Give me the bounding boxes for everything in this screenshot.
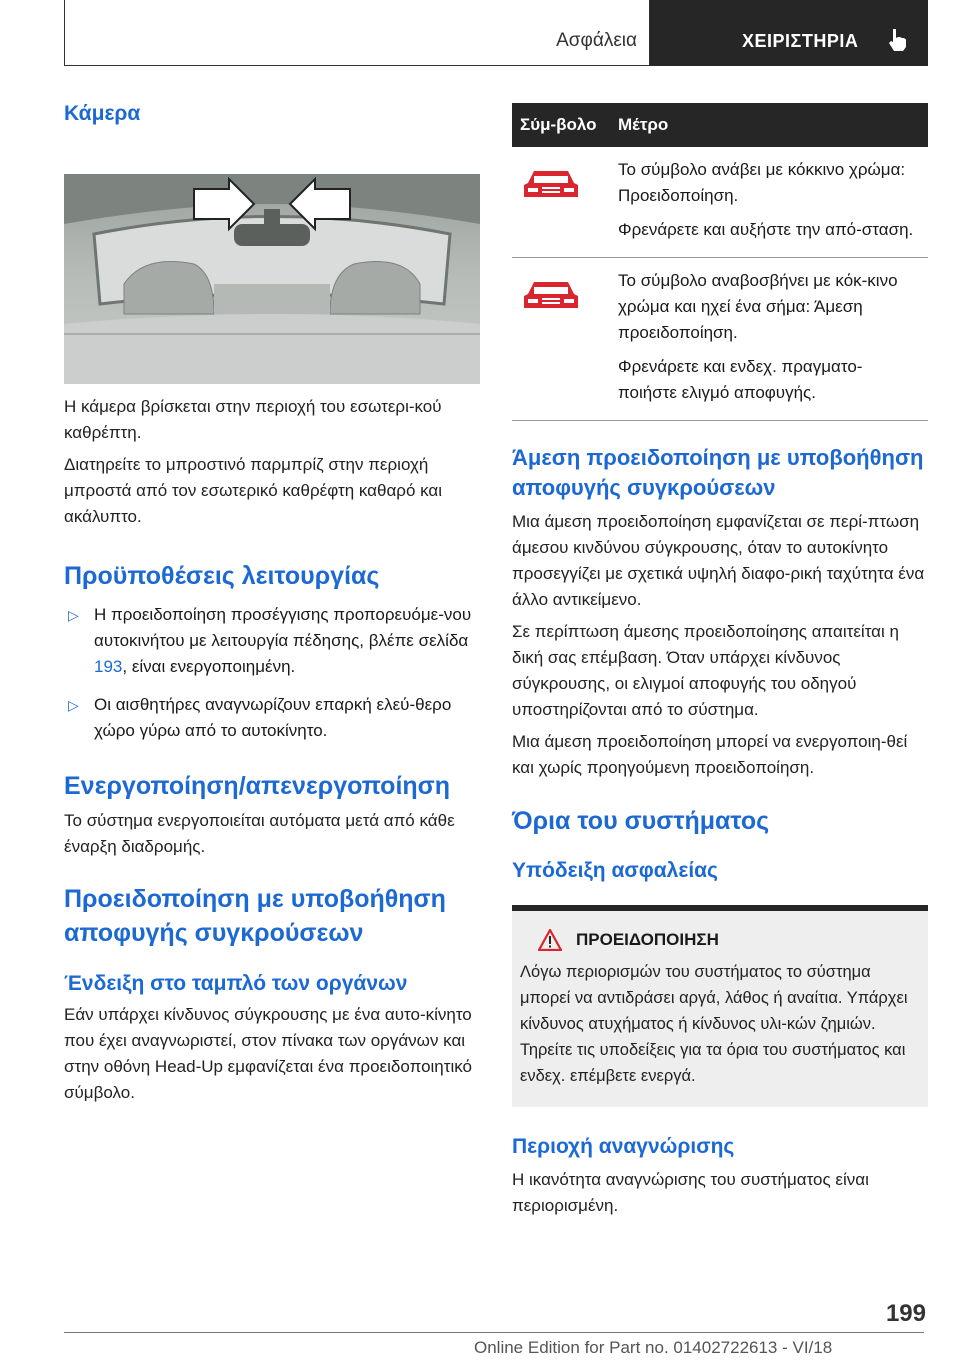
symbol-cell (512, 147, 610, 258)
detection-area-heading: Περιοχή αναγνώρισης (512, 1135, 735, 1158)
instrument-display-paragraph: Εάν υπάρχει κίνδυνος σύγκρουσης με ένα αυτο-κίνητο που έχει αναγνωριστεί, στον πίνακα των οργάνων και στην οθόνη Head-Up εμφανίζεται ένα προειδοποιητικό σύμβολο. (64, 1005, 472, 1102)
page-reference-link[interactable]: 193 (94, 657, 123, 676)
footer-divider (64, 1332, 924, 1333)
symbol-table (512, 103, 928, 421)
warning-box (512, 905, 928, 1107)
header-section-title: Ασφάλεια (556, 30, 637, 51)
safety-note-heading: Υπόδειξη ασφαλείας (512, 859, 718, 882)
left-column (64, 100, 482, 1106)
activation-paragraph: Το σύστημα ενεργοποιείται αυτόματα μετά από κάθε έναρξη διαδρομής. (64, 811, 455, 856)
car-warning-icon (520, 167, 582, 203)
warning-triangle-icon (538, 929, 562, 951)
measure-cell: Το σύμβολο αναβοσβήνει με κόκ-κινο χρώμα και ηχεί ένα σήμα: Άμεση προειδοποίηση. Φρενάρετε και ενδεχ. πραγματο-ποιήστε ελιγμό αποφυγής. (610, 258, 928, 421)
right-column (512, 103, 928, 1219)
header-chapter-title: ΧΕΙΡΙΣΤΗΡΙΑ (742, 31, 859, 51)
camera-paragraph-1: Η κάμερα βρίσκεται στην περιοχή του εσωτερι-κού καθρέπτη. (64, 397, 442, 442)
car-warning-blinking-icon (520, 278, 582, 314)
page-number: 199 (885, 1300, 926, 1327)
table-header-measure: Μέτρο (610, 103, 928, 147)
camera-heading: Κάμερα (64, 102, 141, 125)
triangle-bullet-icon: ▷ (68, 697, 79, 713)
camera-location-photo (64, 174, 480, 384)
prerequisites-list (64, 602, 482, 744)
immediate-warning-paragraph-3: Μια άμεση προειδοποίηση μπορεί να ενεργοποιη-θεί και χωρίς προηγούμενη προειδοποίηση. (512, 732, 908, 777)
warning-box-text: Λόγω περιορισμών του συστήματος το σύστημα μπορεί να αντιδράσει αργά, λάθος ή αναίτια. Υπάρχει κίνδυνος ατυχήματος ή κίνδυνος υλι-κών ζημιών. Τηρείτε τις υποδείξεις για τα όρια του συστήματος και ενδεχ. επέμβετε ενεργά. (520, 963, 908, 1085)
system-limits-heading: Όρια του συστήματος (512, 807, 770, 835)
table-row (512, 147, 928, 258)
table-header-symbol: Σύμ-βολο (512, 103, 610, 147)
camera-paragraph-2: Διατηρείτε το μπροστινό παρμπρίζ στην περιοχή μπροστά από τον εσωτερικό καθρέφτη καθαρό και ακάλυπτο. (64, 455, 443, 526)
table-row (512, 258, 928, 421)
footer-edition: Online Edition for Part no. 01402722613 - VI/18 (474, 1338, 833, 1357)
header-chapter-box (650, 0, 928, 66)
immediate-warning-paragraph-1: Μια άμεση προειδοποίηση εμφανίζεται σε περί-πτωση άμεσου κινδύνου σύγκρουσης, όταν το αυτοκίνητο προσεγγίζει με σχετικά υψηλή διαφο-ρική ταχύτητα ένα άλλο αντικείμενο. (512, 512, 925, 609)
prerequisites-heading: Προϋποθέσεις λειτουργίας (64, 562, 380, 590)
hand-pointer-icon (885, 27, 911, 53)
detection-area-paragraph: Η ικανότητα αναγνώρισης του συστήματος είναι περιορισμένη. (512, 1170, 869, 1215)
header-section-box (64, 0, 650, 66)
car-interior-illustration (64, 174, 480, 384)
immediate-warning-paragraph-2: Σε περίπτωση άμεσης προειδοποίησης απαιτείται η δική σας επέμβαση. Όταν υπάρχει κίνδυνος σύγκρουσης, οι ελιγμοί αποφυγής του οδηγού υποστηρίζονται από το σύστημα. (512, 622, 899, 719)
measure-cell: Το σύμβολο ανάβει με κόκκινο χρώμα: Προειδοποίηση. Φρενάρετε και αυξήστε την από-σταση. (610, 147, 928, 258)
page-header (64, 0, 928, 66)
activation-heading: Ενεργοποίηση/απενεργοποίηση (64, 772, 451, 800)
prerequisite-item: ▷ Οι αισθητήρες αναγνωρίζουν επαρκή ελεύ-θερο χώρο γύρω από το αυτοκίνητο. (64, 692, 482, 744)
warning-assist-heading: Προειδοποίηση με υποβοήθηση αποφυγής συγκρούσεων (64, 885, 446, 947)
prerequisite-item: ▷ Η προειδοποίηση προσέγγισης προπορευόμε-νου αυτοκινήτου με λειτουργία πέδησης, βλέπε σελίδα 193, είναι ενεργοποιημένη. (64, 602, 482, 680)
immediate-warning-heading: Άμεση προειδοποίηση με υποβοήθηση αποφυγής συγκρούσεων (512, 445, 924, 500)
warning-box-title: ΠΡΟΕΙΔΟΠΟΙΗΣΗ (538, 929, 920, 951)
triangle-bullet-icon: ▷ (68, 607, 79, 623)
instrument-display-heading: Ένδειξη στο ταμπλό των οργάνων (64, 972, 408, 995)
symbol-cell (512, 258, 610, 421)
